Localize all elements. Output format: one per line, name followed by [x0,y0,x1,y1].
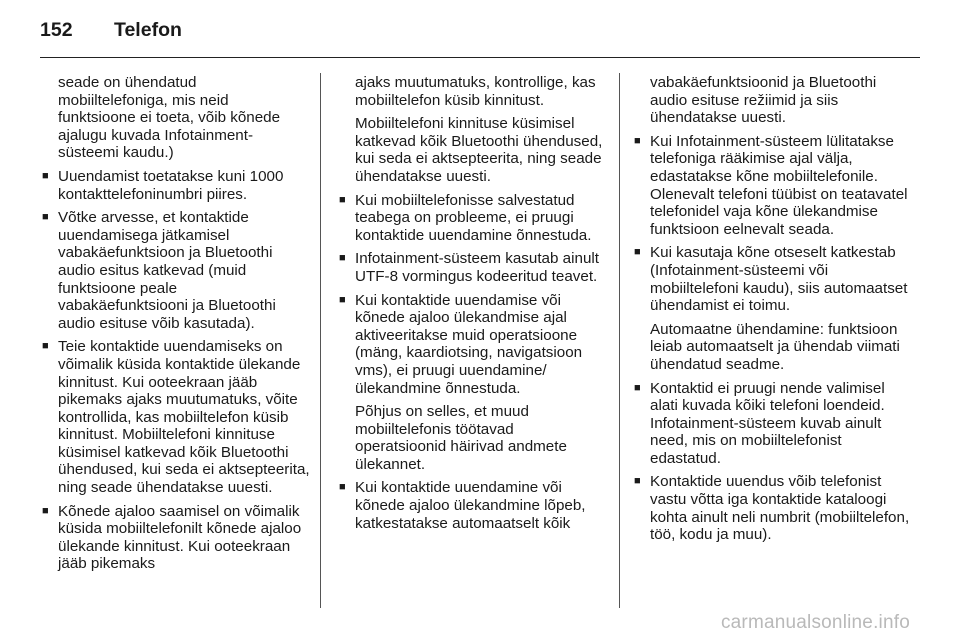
bullet-square-icon: ■ [634,134,641,147]
list-item-text: Kui kontaktide uuendamine või kõnede ajaloo ülekandmine lõpeb, katkestatakse automaatselt kõik [355,479,586,532]
list-item-text: Võtke arvesse, et kontaktide uuendamisega jätkamisel vabakäefunktsioon ja Bluetoothi audio esitus katkevad (muid funktsioone peale vabakäefunktsiooni ja Bluetoothi audio esituse võib kasutada). [58,209,276,332]
text-column-3 [634,74,914,550]
page-title: Telefon [114,19,182,41]
list-item-text: Teie kontaktide uuendamiseks on võimalik küsida kontaktide ülekande kinnitust. Kui ooteekraan jääb pikemaks ajaks muutumatuks, võite kontrollida, kas mobiiltelefon küsib kinnitust. Mobiiltelefoni kinnituse küsimisel katkevad kõik Bluetoothi ühendused, kui seda ei aktsepteerita, ning seade ühendatakse uuesti. [58,338,310,497]
bullet-square-icon: ■ [634,246,641,259]
list-item [42,209,310,332]
list-item [42,168,310,203]
bullet-square-icon: ■ [634,381,641,394]
list-item-text: Kui mobiiltelefonisse salvestatud teabega on probleeme, ei pruugi kontaktide uuendamine õnnestuda. [355,191,592,244]
sub-paragraph: Põhjus on selles, et muud mobiiltelefonis töötavad operatsioonid häirivad andmete ülekannet. [355,403,567,473]
page-header [40,19,920,47]
site-watermark: carmanualsonline.info [720,612,910,633]
list-item [339,192,609,245]
paragraph-continued: seade on ühendatud mobiiltelefoniga, mis neid funktsioone ei toeta, võib kõnede ajalugu kuvada Infotainment-süsteemi kaudu.) [58,74,281,162]
list-item [339,250,609,285]
bullet-square-icon: ■ [634,475,641,488]
list-item-text: Kontaktide uuendus võib telefonist vastu võtta iga kontaktide kataloogi kohta ainult neli numbrit (mobiiltelefon, töö, kodu ja muu). [650,473,910,544]
list-item-text: Infotainment-süsteem kasutab ainult UTF-8 vormingus kodeeritud teavet. [355,250,599,285]
bullet-square-icon: ■ [42,340,49,353]
list-item-text: Kontaktid ei pruugi nende valimisel alati kuvada kõiki telefoni loendeid. Infotainment-süsteem kuvab ainult need, mis on mobiiltelefonist edastatud. [650,379,885,467]
column-divider-1 [320,73,321,608]
bullet-square-icon: ■ [339,193,346,206]
bullet-square-icon: ■ [339,293,346,306]
list-item [339,292,609,398]
bullet-square-icon: ■ [42,504,49,517]
header-rule [40,57,920,58]
bullet-square-icon: ■ [42,169,49,182]
bullet-square-icon: ■ [42,211,49,224]
list-item-text: Kui kasutaja kõne otseselt katkestab (Infotainment-süsteemi või mobiiltelefoni kaudu), siis automaatset ühendamist ei toimu. [650,244,908,315]
list-item [634,473,914,543]
paragraph-continued: vabakäefunktsioonid ja Bluetoothi audio esituse režiimid ja siis ühendatakse uuesti. [650,74,877,127]
sub-paragraph: Automaatne ühendamine: funktsioon leiab automaatselt ja ühendab viimati ühendatud seadme. [650,320,900,373]
bullet-square-icon: ■ [339,481,346,494]
list-item-text: Kõnede ajaloo saamisel on võimalik küsida mobiiltelefonilt kõnede ajaloo ülekande kinnitust. Kui ooteekraan jääb pikemaks [58,502,302,573]
text-column-2 [339,74,609,538]
list-item [634,380,914,468]
list-item-text: Kui kontaktide uuendamise või kõnede ajaloo ülekandmise ajal aktiveeritakse muid operatsioone (mäng, kaardiotsing, navigatsioon vms), ei pruugi uuendamine/ ülekandmine õnnestuda. [355,291,583,397]
list-item [634,133,914,239]
column-divider-2 [619,73,620,608]
paragraph: Mobiiltelefoni kinnituse küsimisel katkevad kõik Bluetoothi ühendused, kui seda ei aktsepteerita, ning seade ühendatakse uuesti. [355,115,603,185]
bullet-square-icon: ■ [339,252,346,265]
list-item [634,244,914,314]
list-item-text: Kui Infotainment-süsteem lülitatakse telefoniga rääkimise ajal välja, edastatakse kõne mobiiltelefonile. Olenevalt telefoni tüübist on teatavatel telefonidel vaja kõne ülekandmise funktsioon eelnevalt seada. [650,132,908,238]
list-item-text: Uuendamist toetatakse kuni 1000 kontakttelefoninumbri piires. [58,167,284,203]
list-item [339,479,609,532]
paragraph-continued: ajaks muutumatuks, kontrollige, kas mobiiltelefon küsib kinnitust. [355,74,596,109]
page-number: 152 [40,19,73,41]
list-item [42,338,310,496]
list-item [42,503,310,573]
text-column-1 [42,74,310,579]
